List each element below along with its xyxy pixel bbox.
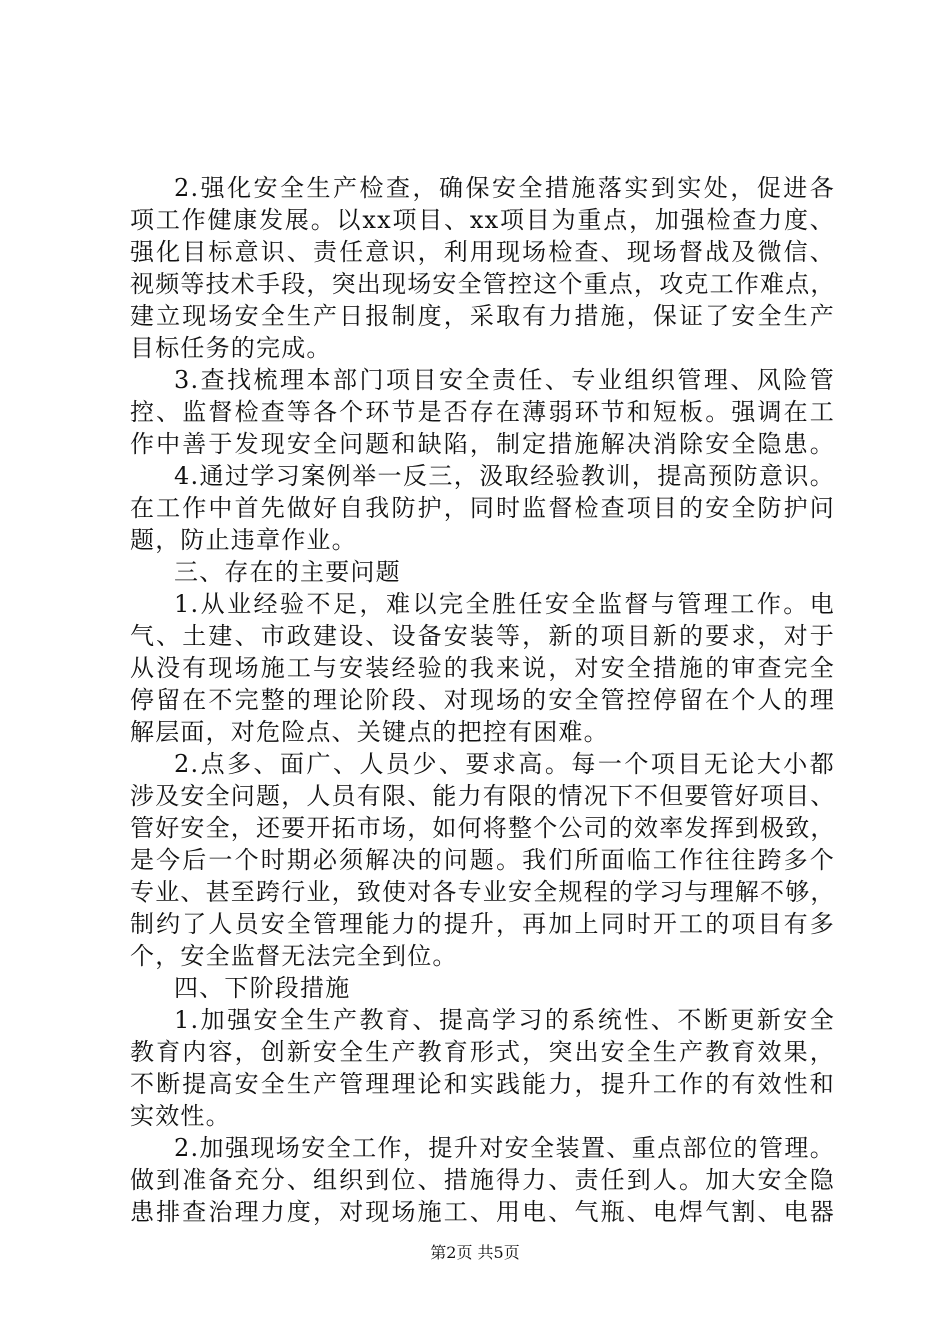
text-line: 2.强化安全生产检查，确保安全措施落实到实处，促进各	[174, 174, 835, 202]
text-line: 项工作健康发展。以xx项目、xx项目为重点，加强检查力度、	[130, 206, 835, 234]
text-line: 做到准备充分、组织到位、措施得力、责任到人。加大安全隐	[130, 1166, 835, 1194]
document-body	[130, 172, 835, 1228]
text-line: 专业、甚至跨行业，致使对各专业安全规程的学习与理解不够，	[130, 878, 836, 906]
text-line: 患排查治理力度，对现场施工、用电、气瓶、电焊气割、电器	[130, 1198, 835, 1226]
text-line: 3.查找梳理本部门项目安全责任、专业组织管理、风险管	[174, 366, 835, 394]
text-line: 1.加强安全生产教育、提高学习的系统性、不断更新安全	[174, 1006, 835, 1034]
page-footer	[0, 1243, 950, 1263]
text-line: 三、存在的主要问题	[174, 558, 401, 586]
text-line: 控、监督检查等各个环节是否存在薄弱环节和短板。强调在工	[130, 398, 835, 426]
text-line: 停留在不完整的理论阶段、对现场的安全管控停留在个人的理	[130, 686, 835, 714]
text-line: 个，安全监督无法完全到位。	[130, 942, 458, 970]
text-line: 建立现场安全生产日报制度，采取有力措施，保证了安全生产	[130, 302, 835, 330]
text-line: 解层面，对危险点、关键点的把控有困难。	[130, 718, 609, 746]
text-line: 题，防止违章作业。	[130, 526, 357, 554]
text-line: 目标任务的完成。	[130, 334, 332, 362]
text-line: 4.通过学习案例举一反三，汲取经验教训，提高预防意识。	[174, 462, 835, 490]
text-line: 气、土建、市政建设、设备安装等，新的项目新的要求，对于	[130, 622, 835, 650]
text-line: 四、下阶段措施	[174, 974, 351, 1002]
text-line: 视频等技术手段，突出现场安全管控这个重点，攻克工作难点，	[130, 270, 836, 298]
page-number-label: 第2页 共5页	[430, 1243, 520, 1262]
text-line: 管好安全，还要开拓市场，如何将整个公司的效率发挥到极致，	[130, 814, 836, 842]
text-line: 强化目标意识、责任意识，利用现场检查、现场督战及微信、	[130, 238, 835, 266]
text-line: 制约了人员安全管理能力的提升，再加上同时开工的项目有多	[130, 910, 835, 938]
text-line: 从没有现场施工与安装经验的我来说，对安全措施的审查完全	[130, 654, 835, 682]
text-line: 教育内容，创新安全生产教育形式，突出安全生产教育效果，	[130, 1038, 835, 1066]
text-line: 1.从业经验不足，难以完全胜任安全监督与管理工作。电	[174, 590, 835, 618]
text-line: 2.加强现场安全工作，提升对安全装置、重点部位的管理。	[174, 1134, 835, 1162]
text-line: 涉及安全问题，人员有限、能力有限的情况下不但要管好项目、	[130, 782, 836, 810]
text-line: 2.点多、面广、人员少、要求高。每一个项目无论大小都	[174, 750, 835, 778]
text-line: 是今后一个时期必须解决的问题。我们所面临工作往往跨多个	[130, 846, 835, 874]
text-line: 作中善于发现安全问题和缺陷，制定措施解决消除安全隐患。	[130, 430, 835, 458]
text-line: 不断提高安全生产管理理论和实践能力，提升工作的有效性和	[130, 1070, 835, 1098]
text-line: 在工作中首先做好自我防护，同时监督检查项目的安全防护问	[130, 494, 835, 522]
text-line: 实效性。	[130, 1102, 231, 1130]
